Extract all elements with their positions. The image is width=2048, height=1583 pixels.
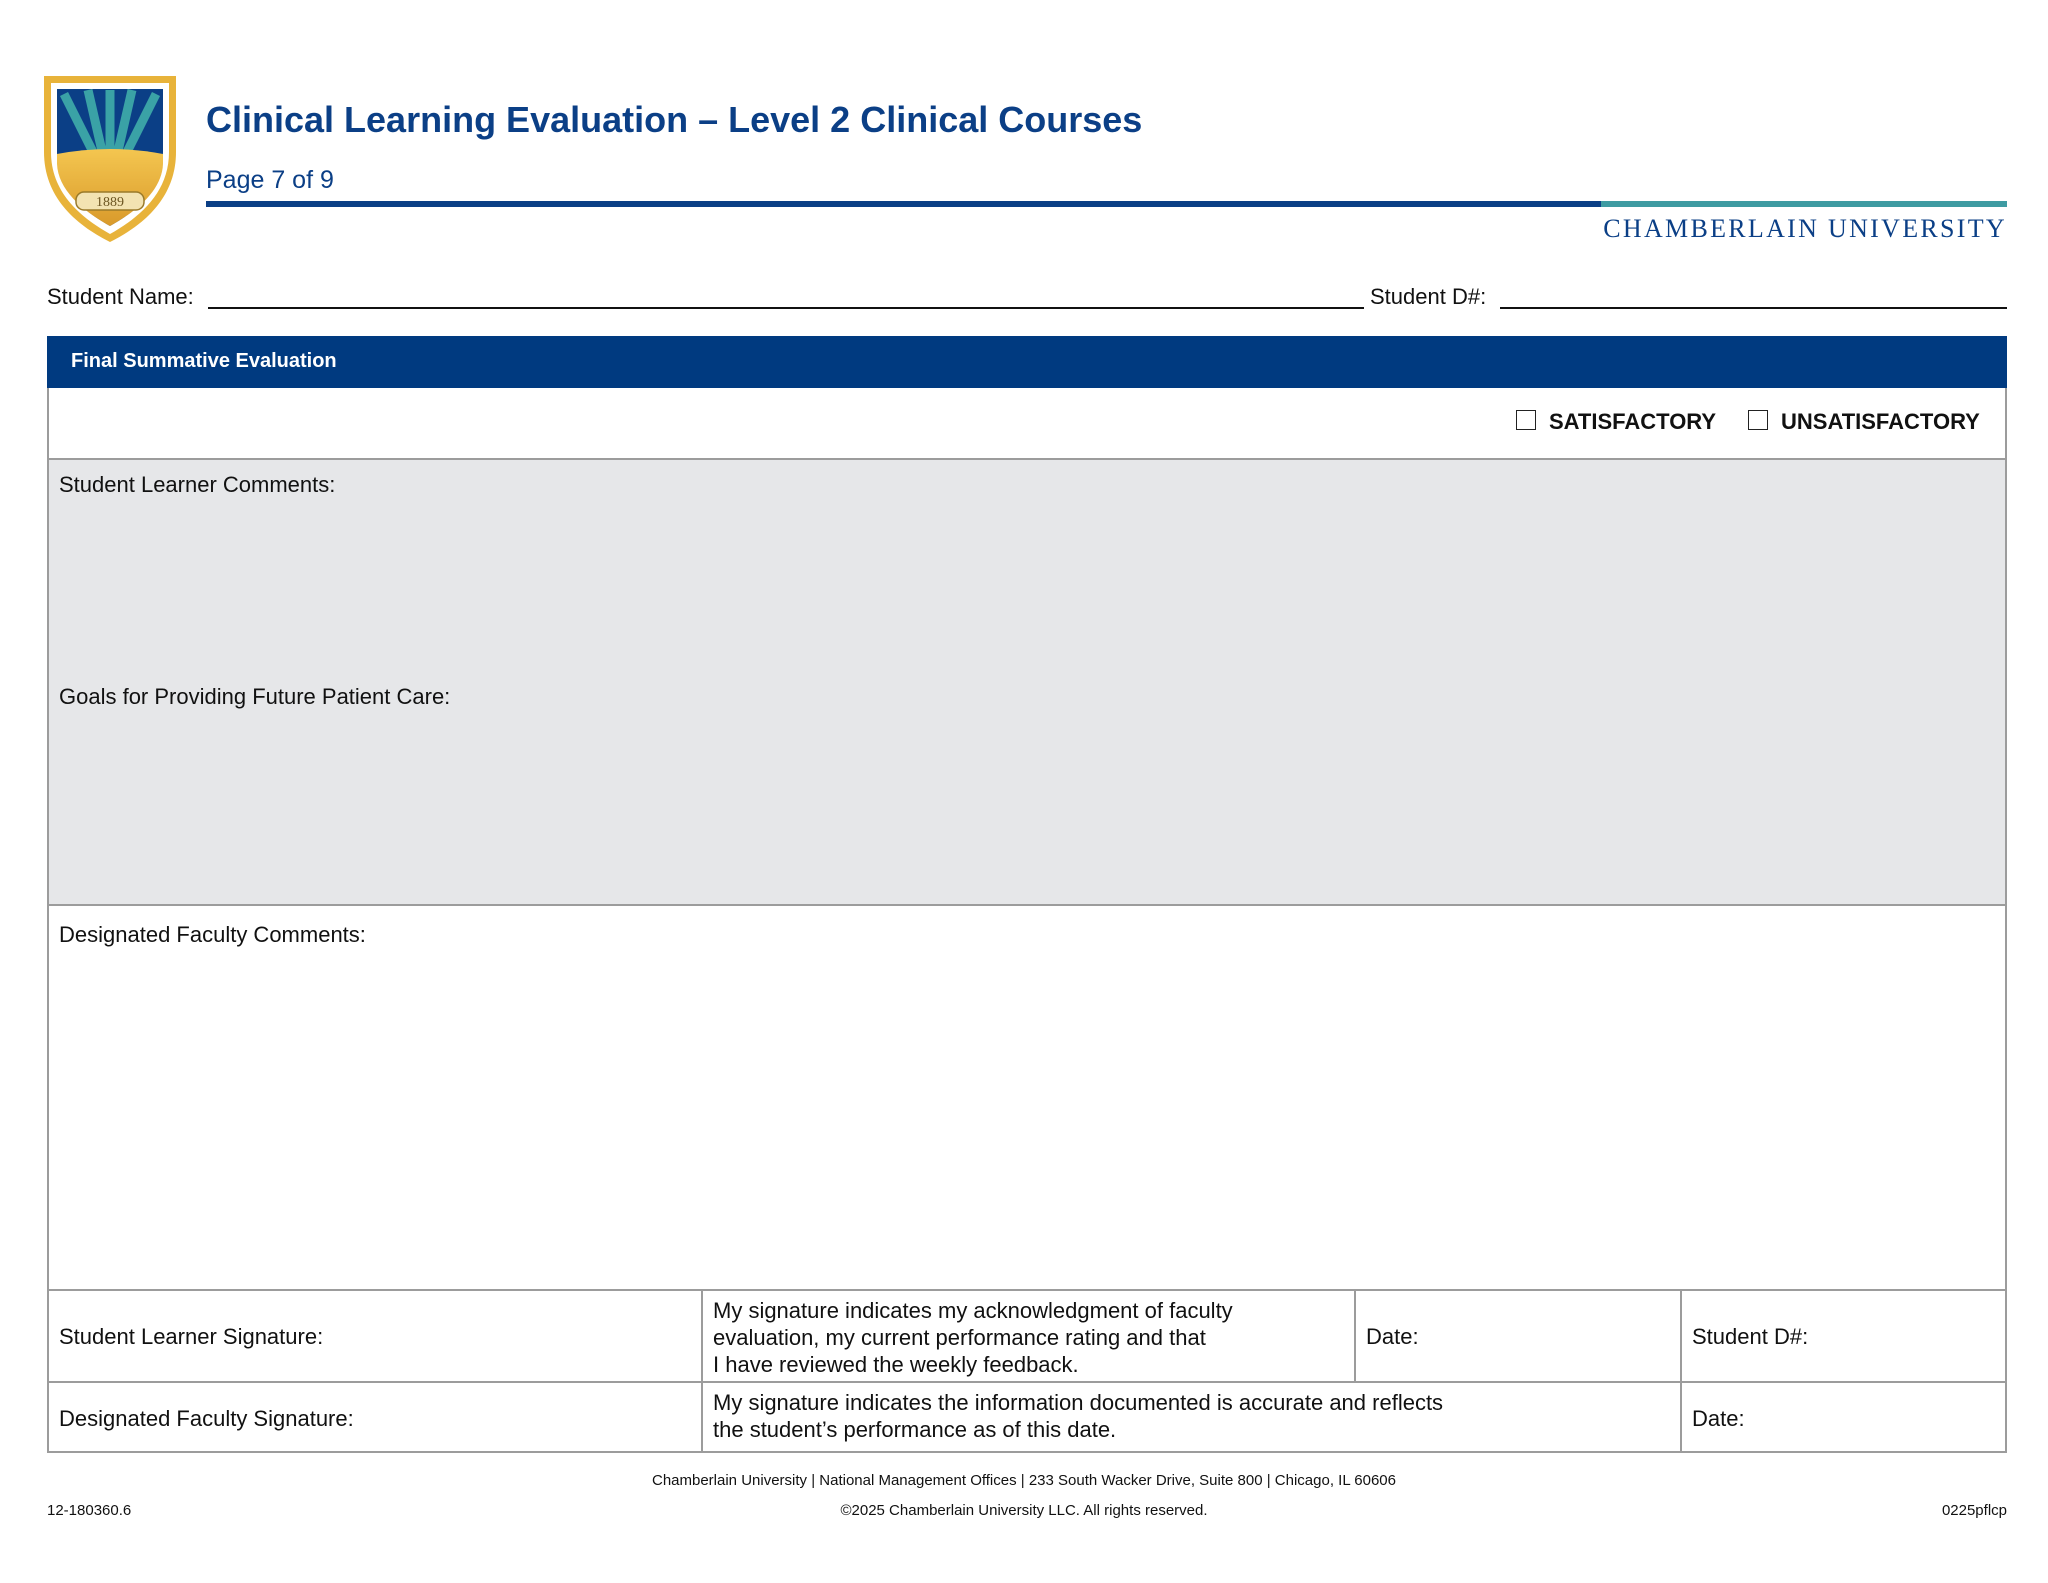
- student-signature-field[interactable]: [713, 1297, 1353, 1381]
- student-signature-label: Student Learner Signature:: [59, 1324, 324, 1349]
- svg-text:1889: 1889: [96, 195, 124, 210]
- rating-row: [47, 388, 2007, 460]
- satisfactory-checkbox[interactable]: [1516, 410, 1536, 430]
- student-signature-row: [47, 1289, 2007, 1383]
- page-title: Clinical Learning Evaluation – Level 2 Clinical Courses: [206, 99, 1143, 140]
- faculty-date-field[interactable]: [1682, 1383, 2005, 1451]
- footer-copyright: ©2025 Chamberlain University LLC. All rights reserved.: [840, 1502, 1208, 1519]
- section-banner-title: Final Summative Evaluation: [71, 350, 337, 372]
- student-comments-field[interactable]: [47, 458, 2007, 906]
- student-date-label: Date:: [1366, 1324, 1419, 1349]
- faculty-comments-field[interactable]: [47, 904, 2007, 1291]
- footer-address: Chamberlain University | National Management Offices | 233 South Wacker Drive, Suite 800 | Chicago, IL 60606: [651, 1472, 1396, 1489]
- faculty-signature-row: [47, 1381, 2007, 1453]
- faculty-signature-statement-line: the student’s performance as of this date.: [713, 1417, 1117, 1442]
- faculty-comments-label: Designated Faculty Comments:: [59, 922, 366, 947]
- signature-student-id-field[interactable]: [1682, 1291, 2005, 1381]
- faculty-date-label: Date:: [1692, 1406, 1745, 1431]
- student-name-field[interactable]: [208, 307, 1364, 309]
- university-wordmark: CHAMBERLAIN UNIVERSITY: [1603, 214, 2007, 243]
- student-id-field[interactable]: [1500, 307, 2007, 309]
- student-id-label: Student D#:: [1370, 284, 1487, 309]
- student-comments-label: Student Learner Comments:: [59, 472, 336, 497]
- signature-student-id-label: Student D#:: [1692, 1324, 1809, 1349]
- footer-version-code: 0225pflcp: [1941, 1502, 2007, 1519]
- header-rule: [206, 201, 1601, 207]
- cell-divider: [701, 1291, 703, 1381]
- faculty-signature-label: Designated Faculty Signature:: [59, 1406, 354, 1431]
- goals-label: Goals for Providing Future Patient Care:: [59, 684, 451, 709]
- page-indicator: Page 7 of 9: [206, 166, 334, 194]
- cell-divider: [701, 1383, 703, 1451]
- footer-form-code: 12-180360.6: [47, 1502, 132, 1519]
- header-rule-accent: [1601, 201, 2007, 207]
- unsatisfactory-label: UNSATISFACTORY: [1781, 409, 1980, 434]
- section-banner: [47, 336, 2007, 388]
- university-crest-logo: [42, 74, 178, 244]
- satisfactory-label: SATISFACTORY: [1549, 409, 1717, 434]
- student-signature-statement-line: I have reviewed the weekly feedback.: [713, 1352, 1079, 1377]
- student-signature-statement-line: evaluation, my current performance rating and that: [713, 1325, 1206, 1350]
- student-date-field[interactable]: [1356, 1291, 1681, 1381]
- unsatisfactory-checkbox[interactable]: [1748, 410, 1768, 430]
- faculty-signature-field[interactable]: [713, 1389, 1673, 1449]
- faculty-signature-statement-line: My signature indicates the information documented is accurate and reflects: [713, 1390, 1444, 1415]
- student-name-label: Student Name:: [47, 284, 194, 309]
- student-signature-statement-line: My signature indicates my acknowledgment of faculty: [713, 1298, 1233, 1323]
